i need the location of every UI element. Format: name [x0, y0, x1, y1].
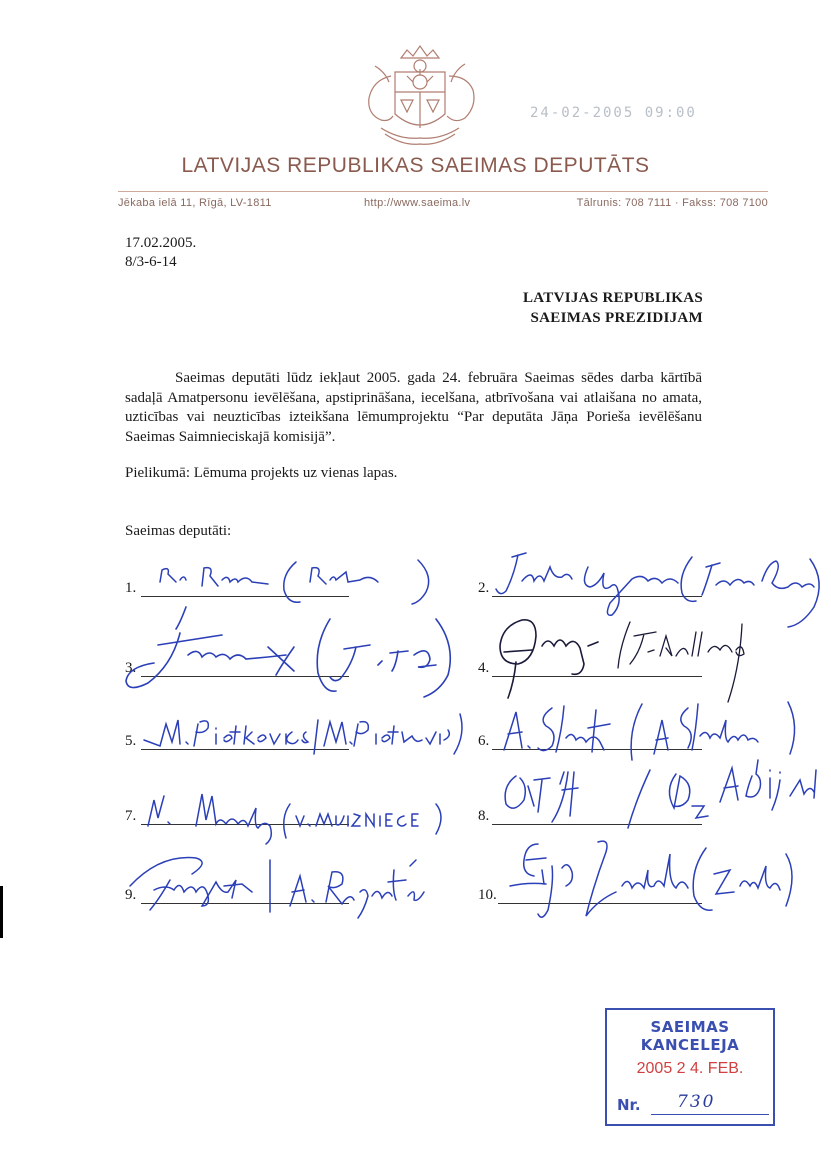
document-reference: 8/3-6-14 — [125, 254, 177, 270]
request-paragraph: Saeimas deputāti lūdz iekļaut 2005. gada 24. februāra Saeimas sēdes darba kārtībā sadaļā Amatpersonu ievēlēšana, apstiprināšana, iecelšana, atbrīvošana vai atlaišana no amata, uzticības vai neuzticības izteikšana lēmumprojektu “Par deputāta Jāņa Porieša ievēlēšanu Saeimas Saimnieciskajā komisijā”. — [125, 370, 702, 445]
signature-number: 6. — [478, 733, 490, 749]
stamp-number-value: 730 — [677, 1092, 716, 1112]
letterhead-title: LATVIJAS REPUBLIKAS SAEIMAS DEPUTĀTS — [181, 154, 650, 177]
document-date: 17.02.2005. — [125, 235, 197, 251]
signature-number: 7. — [125, 808, 137, 824]
scan-edge-mark — [0, 886, 3, 938]
stamp-number-line — [651, 1114, 769, 1115]
contact-address: Jēkaba ielā 11, Rīgā, LV-1811 — [118, 197, 272, 209]
signature-number: 3. — [125, 660, 137, 676]
signature-number: 10. — [478, 887, 497, 903]
signature-3 — [118, 605, 458, 700]
signature-number: 5. — [125, 733, 137, 749]
signature-number: 4. — [478, 660, 490, 676]
stamp-date: 2005 2 4. FEB. — [636, 1060, 744, 1077]
signature-number: 2. — [478, 580, 490, 596]
contact-phone-fax: Tālrunis: 708 7111 · Fakss: 708 7100 — [576, 197, 768, 209]
signature-5 — [142, 710, 472, 760]
signature-9 — [120, 840, 440, 935]
signature-10 — [498, 830, 798, 930]
signature-number: 9. — [125, 887, 137, 903]
contact-website: http://www.saeima.lv — [364, 197, 471, 209]
attachment-note: Pielikumā: Lēmuma projekts uz vienas lapas. — [125, 465, 398, 481]
stamp-number-label: Nr. — [617, 1096, 641, 1114]
stamp-title: SAEIMAS KANCELEJA — [640, 1018, 740, 1054]
signature-number: 1. — [125, 580, 137, 596]
recipient-line-2: SAEIMAS PREZIDIJAM — [530, 310, 703, 326]
letterhead-divider — [118, 191, 768, 192]
signature-7 — [140, 786, 460, 846]
signature-1 — [150, 552, 440, 607]
signers-heading: Saeimas deputāti: — [125, 523, 232, 539]
signature-number: 8. — [478, 808, 490, 824]
recipient-line-1: LATVIJAS REPUBLIKAS — [522, 290, 703, 306]
chancellery-stamp — [605, 1008, 775, 1126]
coat-of-arms-icon — [355, 36, 485, 154]
signature-8 — [494, 756, 829, 841]
received-time-stamp: 24-02-2005 09:00 — [530, 105, 697, 121]
